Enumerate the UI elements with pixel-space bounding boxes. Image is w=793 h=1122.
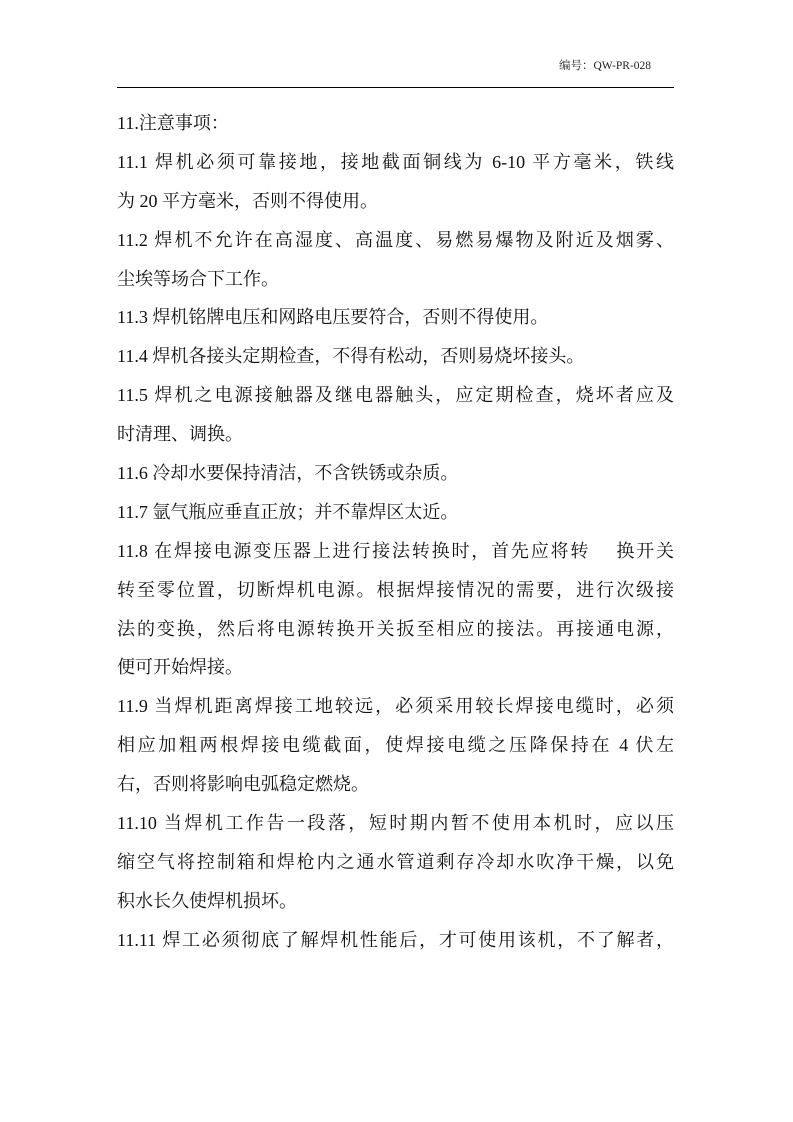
document-number: 编号：QW-PR-028	[559, 60, 651, 72]
text-line: 11.1 焊机必须可靠接地，接地截面铜线为 6-10 平方毫米，铁线	[117, 151, 674, 172]
text-line: 11.10 当焊机工作告一段落，短时期内暂不使用本机时，应以压	[117, 813, 674, 834]
text-line: 便可开始焊接。	[117, 657, 243, 678]
text-line: 11.3 焊机铭牌电压和网路电压要符合，否则不得使用。	[117, 307, 549, 328]
text-line: 11.6 冷却水要保持清洁，不含铁锈或杂质。	[117, 463, 459, 484]
text-line: 积水长久使焊机损坏。	[117, 890, 297, 911]
text-line: 时清理、调换。	[117, 424, 243, 445]
text-line: 11.9 当焊机距离焊接工地较远，必须采用较长焊接电缆时，必须	[117, 696, 674, 717]
text-line: 11.5 焊机之电源接触器及继电器触头，应定期检查，烧坏者应及	[117, 385, 674, 406]
text-line: 尘埃等场合下工作。	[117, 268, 279, 289]
text-line: 法的变换，然后将电源转换开关扳至相应的接法。再接通电源，	[117, 618, 674, 639]
document-body	[117, 104, 674, 960]
text-line: 为 20 平方毫米，否则不得使用。	[117, 190, 378, 211]
text-line: 转至零位置，切断焊机电源。根据焊接情况的需要，进行次级接	[117, 579, 674, 600]
text-line: 11.2 焊机不允许在高湿度、高温度、易燃易爆物及附近及烟雾、	[117, 229, 674, 250]
text-line: 11.8 在焊接电源变压器上进行接法转换时，首先应将转 换开关	[117, 540, 674, 561]
text-line: 缩空气将控制箱和焊枪内之通水管道剩存冷却水吹净干燥，以免	[117, 851, 674, 872]
text-line: 11.7 氩气瓶应垂直正放；并不靠焊区太近。	[117, 501, 459, 522]
text-line: 右，否则将影响电弧稳定燃烧。	[117, 774, 369, 795]
text-line: 相应加粗两根焊接电缆截面，使焊接电缆之压降保持在 4 伏左	[117, 735, 674, 756]
section-heading: 11.注意事项：	[117, 113, 229, 133]
header-divider	[117, 87, 674, 88]
text-line: 11.4 焊机各接头定期检查，不得有松动，否则易烧坏接头。	[117, 346, 585, 367]
text-line: 11.11 焊工必须彻底了解焊机性能后，才可使用该机，不了解者，	[117, 929, 674, 950]
